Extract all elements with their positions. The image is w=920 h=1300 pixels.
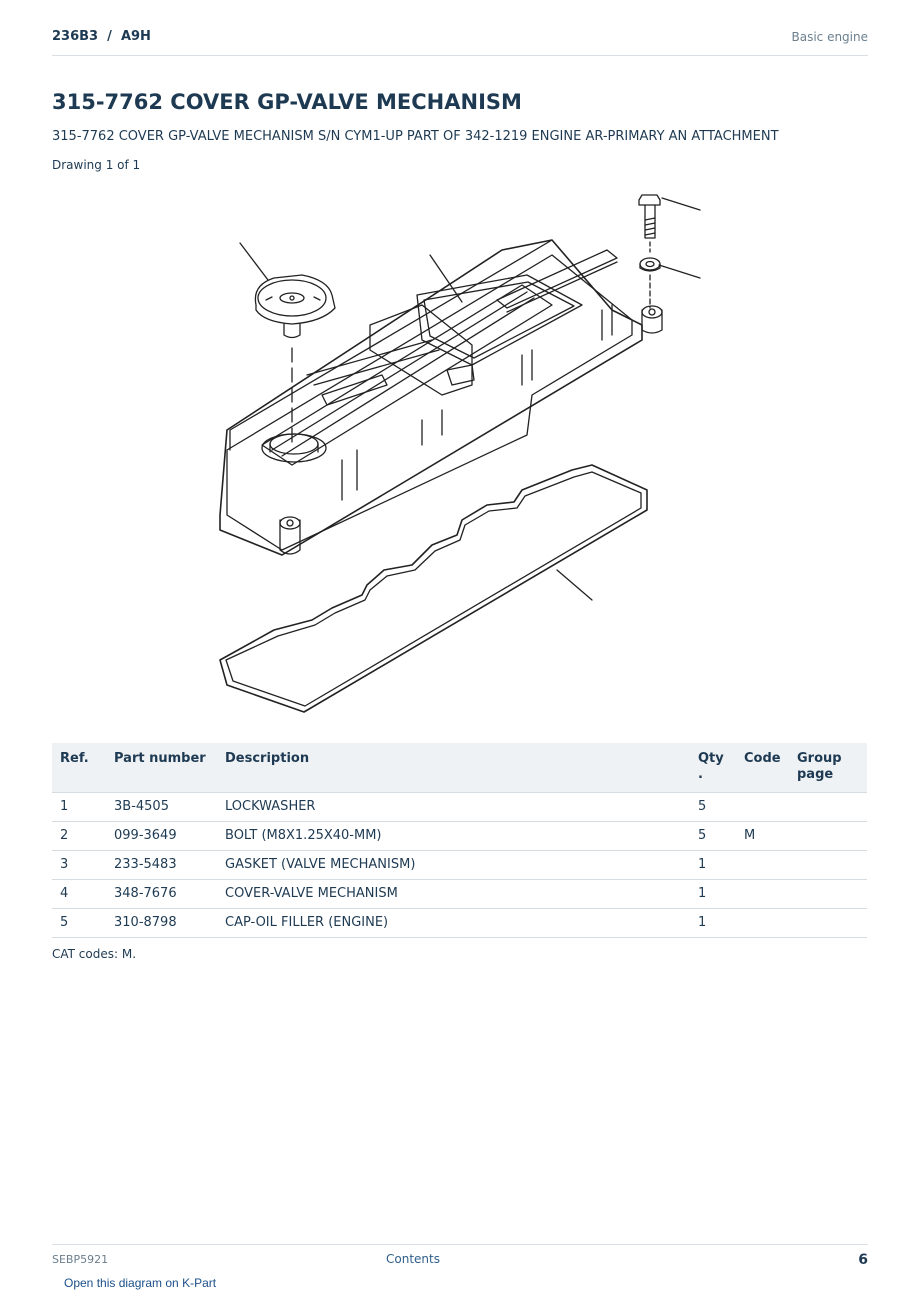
cell-part-number: 3B-4505 — [106, 793, 217, 822]
drawing-count: Drawing 1 of 1 — [52, 158, 141, 172]
bolt — [639, 195, 660, 238]
table-header-row — [52, 743, 867, 793]
cell-group-page — [789, 851, 867, 880]
footer-doc-id: SEBP5921 — [52, 1253, 109, 1266]
contents-link[interactable]: Contents — [386, 1252, 440, 1266]
col-ref: Ref. — [52, 743, 106, 793]
cell-description: CAP-OIL FILLER (ENGINE) — [217, 909, 690, 938]
cell-part-number: 348-7676 — [106, 880, 217, 909]
cell-description: COVER-VALVE MECHANISM — [217, 880, 690, 909]
cell-qty: 1 — [690, 880, 736, 909]
leader-lines — [240, 198, 700, 302]
cell-code: M — [736, 822, 789, 851]
cell-qty: 5 — [690, 822, 736, 851]
col-group-page: Group page — [789, 743, 867, 793]
header-section: Basic engine — [791, 30, 868, 44]
header-model: 236B3 / A9H — [52, 29, 151, 44]
cell-group-page — [789, 822, 867, 851]
table-row — [52, 880, 867, 909]
cell-part-number: 099-3649 — [106, 822, 217, 851]
cat-codes-note: CAT codes: M. — [52, 947, 137, 961]
cell-code — [736, 793, 789, 822]
parts-table — [52, 743, 867, 938]
gasket-outline — [220, 465, 647, 712]
cell-ref: 1 — [52, 793, 106, 822]
col-part-number: Part number — [106, 743, 217, 793]
cell-group-page — [789, 909, 867, 938]
cell-description: BOLT (M8X1.25X40-MM) — [217, 822, 690, 851]
bolt-boss-right — [642, 306, 662, 333]
col-description: Description — [217, 743, 690, 793]
col-qty: Qty . — [690, 743, 736, 793]
cell-description: GASKET (VALVE MECHANISM) — [217, 851, 690, 880]
valve-cover-body — [220, 240, 642, 555]
parts-diagram — [52, 180, 752, 725]
table-row — [52, 909, 867, 938]
page-subtitle: 315-7762 COVER GP-VALVE MECHANISM S/N CYM1-UP PART OF 342-1219 ENGINE AR-PRIMARY AN ATTACHMENT — [52, 129, 779, 144]
cell-description: LOCKWASHER — [217, 793, 690, 822]
kpart-diagram-link[interactable]: Open this diagram on K-Part — [64, 1276, 217, 1290]
table-row — [52, 822, 867, 851]
cell-ref: 5 — [52, 909, 106, 938]
cell-qty: 1 — [690, 909, 736, 938]
cell-group-page — [789, 793, 867, 822]
col-code: Code — [736, 743, 789, 793]
cell-ref: 2 — [52, 822, 106, 851]
cell-code — [736, 880, 789, 909]
cell-code — [736, 909, 789, 938]
cell-ref: 4 — [52, 880, 106, 909]
cell-code — [736, 851, 789, 880]
cell-ref: 3 — [52, 851, 106, 880]
cell-part-number: 310-8798 — [106, 909, 217, 938]
oil-filler-cap — [255, 275, 335, 338]
header-divider — [52, 55, 868, 56]
cell-group-page — [789, 880, 867, 909]
page-number: 6 — [858, 1252, 868, 1268]
table-row — [52, 793, 867, 822]
footer-divider — [52, 1244, 868, 1245]
dowel-boss — [280, 517, 300, 554]
cell-qty: 5 — [690, 793, 736, 822]
table-row — [52, 851, 867, 880]
cell-part-number: 233-5483 — [106, 851, 217, 880]
page-title: 315-7762 COVER GP-VALVE MECHANISM — [52, 90, 522, 114]
cell-qty: 1 — [690, 851, 736, 880]
lockwasher — [640, 258, 660, 271]
